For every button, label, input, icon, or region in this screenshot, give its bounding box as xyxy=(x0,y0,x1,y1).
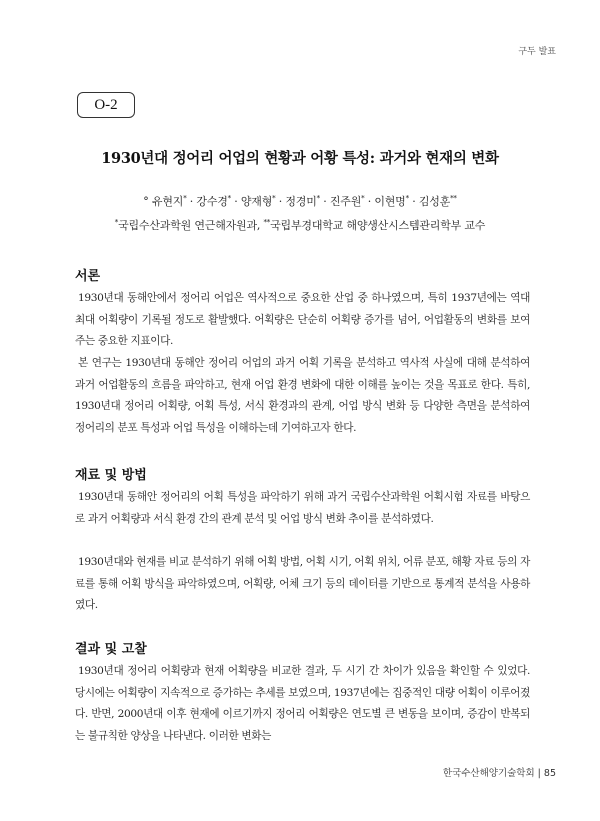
author-name: 유현지 xyxy=(151,195,184,208)
author-mark: * xyxy=(361,194,365,203)
section-heading-results: 결과 및 고찰 xyxy=(75,642,147,657)
author-name: 이현명 xyxy=(374,195,406,208)
results-paragraph-1: 1930년대 정어리 어획량과 현재 어획량을 비교한 결과, 두 시기 간 차이가 있음을 확인할 수 있었다. 당시에는 어획량이 지속적으로 증가하는 추세를 보였으며, 1937년에는 집중적인 대량 어획이 이루어졌다. 반면, 2000년대 이후 현재에 이르기까지 정어리 어획량은 연도별 큰 변동을 보이며, 증감이 반복되는 불규칙한 양상을 나타낸다. 이러한 변화는 xyxy=(75,665,530,742)
abstract-code-badge: O-2 xyxy=(77,92,135,118)
author-separator: · xyxy=(323,195,327,208)
paper-title: 1930년대 정어리 어업의 현황과 어황 특성: 과거와 현재의 변화 xyxy=(101,150,499,167)
running-header: 구두 발표 xyxy=(518,47,556,57)
affiliation-line xyxy=(0,217,600,233)
affiliation-mark: * xyxy=(114,218,119,227)
author-name: 진주원 xyxy=(329,195,362,208)
affiliation-1: 국립수산과학원 연근해자원과, xyxy=(118,219,264,232)
author-line xyxy=(0,193,600,209)
author-separator: · xyxy=(189,195,194,208)
author-mark: * xyxy=(405,194,409,203)
methods-paragraph-2: 1930년대와 현재를 비교 분석하기 위해 어획 방법, 어획 시기, 어획 위치, 어류 분포, 해황 자료 등의 자료를 통해 어획 방식을 파악하였으며, 어획량, 어체 크기 등의 데이터를 기반으로 통계적 분석을 사용하였다. xyxy=(75,556,530,611)
page-footer: 한국수산해양기술학회 | 85 xyxy=(442,768,556,779)
author-name: 정경미 xyxy=(285,195,317,208)
author-mark: * xyxy=(183,194,187,203)
author-mark: * xyxy=(272,194,276,203)
author-name: 강수경 xyxy=(196,195,228,208)
section-heading-intro: 서론 xyxy=(75,269,101,284)
author-separator: · xyxy=(412,195,416,208)
author-mark: * xyxy=(227,194,231,203)
affiliation-mark: ** xyxy=(263,218,271,227)
presenter-mark: ° xyxy=(143,195,149,208)
author-name: 김성훈 xyxy=(418,195,451,208)
author-mark: ** xyxy=(450,194,457,203)
affiliation-2: 국립부경대학교 해양생산시스템관리학부 교수 xyxy=(270,219,486,232)
author-name: 양재형 xyxy=(240,195,273,208)
intro-paragraph-2: 본 연구는 1930년대 동해안 정어리 어업의 과거 어획 기록을 분석하고 역사적 사실에 대해 분석하여 과거 어업활동의 흐름을 파악하고, 현재 어업 환경 변화에 대한 이해를 높이는 것을 목표로 한다. 특히, 1930년대 정어리 어획량, 어획 특성, 서식 환경과의 관계, 어업 방식 변화 등 다양한 측면을 분석하여 정어리의 분포 특성과 어업 특성을 이해하는데 기여하고자 한다. xyxy=(75,357,530,434)
section-heading-methods: 재료 및 방법 xyxy=(75,468,147,483)
author-separator: · xyxy=(367,195,372,208)
author-mark: * xyxy=(316,194,320,203)
intro-paragraph-1: 1930년대 동해안에서 정어리 어업은 역사적으로 중요한 산업 중 하나였으며, 특히 1937년에는 역대 최대 어획량이 기록될 정도로 활발했다. 어획량은 단순히 어획량 증가를 넘어, 어업활동의 변화를 보여주는 중요한 지표이다. xyxy=(75,292,530,347)
author-separator: · xyxy=(234,195,238,208)
methods-paragraph-1: 1930년대 동해안 정어리의 어획 특성을 파악하기 위해 과거 국립수산과학원 어획시험 자료를 바탕으로 과거 어획량과 서식 환경 간의 관계 분석 및 어업 방식 변화 추이를 분석하였다. xyxy=(75,491,530,525)
author-separator: · xyxy=(278,195,283,208)
